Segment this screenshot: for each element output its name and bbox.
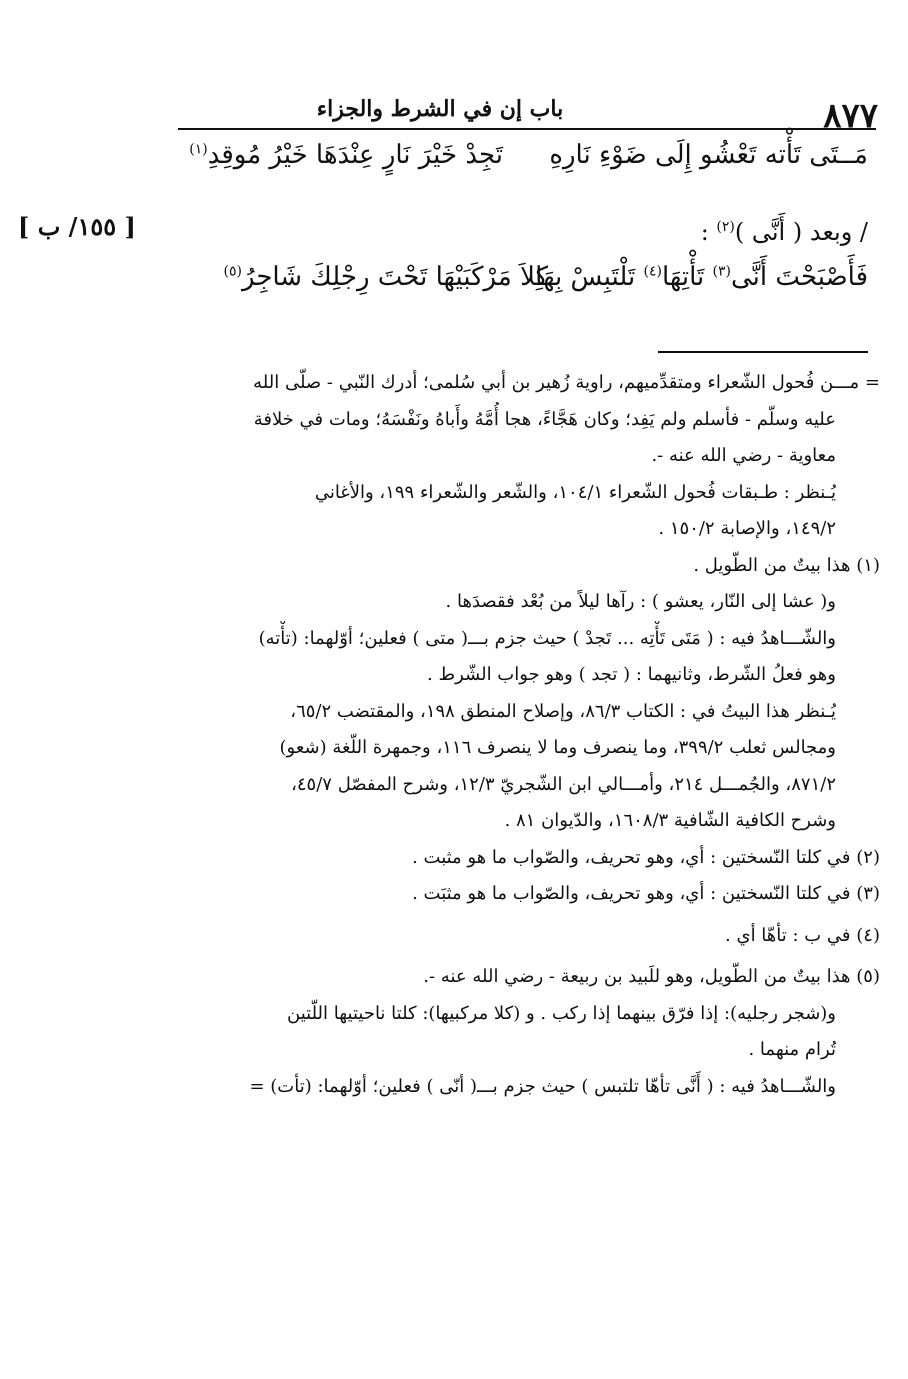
footnote-line: معاوية - رضي الله عنه -. <box>651 445 836 466</box>
footnote-marker-5: (٥) <box>223 263 242 280</box>
footnote-line: (٥) هذا بيتٌ من الطّويل، وهو للَبيد بن ربيعة - رضي الله عنه -. <box>423 966 880 987</box>
footnote-line: والشّـــاهدُ فيه : ( أَنَّى تأهّا تلتبس ) حيث جزم بـــ( أنّى ) فعلين؛ أوّلهما: (تأت) = <box>249 1075 836 1097</box>
footnote-line: (٣) في كلتا النّسختين : أي، وهو تحريف، والصّواب ما هو مثبَت . <box>412 883 880 904</box>
footnote-line: يُـنظر : طـبقات فُحول الشّعراء ١٠٤/١، والشّعر والشّعراء ١٩٩، والأغاني <box>314 481 836 503</box>
footnote-line: ومجالس ثعلب ٣٩٩/٢، وما ينصرف وما لا ينصرف ١١٦، وجمهرة اللّغة (شعو) <box>279 737 836 758</box>
footnote-marker-4: (٤) <box>643 263 662 280</box>
footnote-line: = مـــن فُحول الشّعراء ومتقدِّميهم، راوية زُهير بن أبي سُلمى؛ أدرك النّبي - صلّى الله <box>253 372 880 393</box>
verse-2-second-hemistich <box>224 262 549 292</box>
footnote-line: وهو فعلُ الشّرط، وثانيهما : ( تجد ) وهو جواب الشّرط . <box>427 664 836 685</box>
verse-1-first-hemistich <box>549 140 868 170</box>
prose-colon: : <box>700 218 717 246</box>
verse-1-second-hemistich <box>189 140 503 170</box>
footnote-marker-3: (٣) <box>712 263 732 280</box>
footnotes <box>28 365 880 1105</box>
footnote-line: و(شجر رجليه): إذا فرّق بينهما إذا ركب . و (كلا مركبيها): كلتا ناحيتيها اللّتين <box>287 1002 836 1024</box>
footnote-line: ١٤٩/٢، والإصابة ١٥٠/٢ . <box>658 518 836 539</box>
footnote-line: و( عشا إلى النّار، يعشو ) : رآها ليلاً من بُعْد فقصدَها . <box>445 591 836 612</box>
footnote-line: تُرام منهما . <box>748 1039 836 1060</box>
footnote-line: (٢) في كلتا النّسختين : أي، وهو تحريف، والصّواب ما هو مثبت . <box>412 846 880 868</box>
footnote-line: (١) هذا بيتٌ من الطّويل . <box>693 554 880 576</box>
verse-2-text-b: تَأْتِهَا <box>661 262 713 292</box>
chapter-title: باب إن في الشرط والجزاء <box>316 96 564 122</box>
footnote-line: عليه وسلّم - فأسلم ولم يَفِد؛ وكان هَجَّاءً، هجا أُمَّهُ وأَباهُ ونَفْسَهُ؛ ومات في خلافة <box>253 408 836 430</box>
footnote-line: يُـنظر هذا البيتُ في : الكتاب ٨٦/٣، وإصلاح المنطق ١٩٨، والمقتضب ٦٥/٢، <box>290 700 836 722</box>
verse-1-first-text: مَــتَى تَأْته تَعْشُو إِلَى ضَوْءِ نَارِهِ <box>549 140 868 170</box>
verse-2-text-a: فَأَصْبَحْتَ أَنَّى <box>731 262 868 292</box>
verse-2-first-hemistich <box>535 262 868 292</box>
page-number: ٨٧٧ <box>823 96 878 136</box>
prose-text: / وبعد ( أَنَّى ) <box>734 218 868 246</box>
footnote-line: (٤) في ب : تأهّا أي . <box>725 924 880 946</box>
verse-1-second-text: تَجِدْ خَيْرَ نَارٍ عِنْدَهَا خَيْرُ مُوقِدِ <box>207 140 503 170</box>
footnote-line: والشّـــاهدُ فيه : ( مَتَى تَأْتِه ... تَجدْ ) حيث جزم بـــ( متى ) فعلين؛ أوّلهما: (تأْته) <box>258 627 836 649</box>
footnote-marker-2: (٢) <box>716 219 735 235</box>
manuscript-margin-reference: [ ١٥٥/ ب ] <box>18 212 136 241</box>
footnote-line: وشرح الكافية الشّافية ١٦٠٨/٣، والدّيوان ٨١ . <box>504 810 836 831</box>
footnote-line: ٨٧١/٢، والجُمـــل ٢١٤، وأمـــالي ابن الشّجريّ ١٢/٣، وشرح المفصّل ٤٥/٧، <box>291 773 836 795</box>
verse-2-second-text: كِلاَ مَرْكَبَيْهَا تَحْتَ رِجْلِكَ شَاجِرُ <box>241 262 548 292</box>
verse-2-text-c: تَلْتَبِسْ بِهَا <box>535 262 644 292</box>
header-rule <box>178 128 876 130</box>
footnote-marker-1: (١) <box>189 141 208 158</box>
footnote-separator <box>658 351 868 353</box>
prose-line <box>701 218 868 246</box>
